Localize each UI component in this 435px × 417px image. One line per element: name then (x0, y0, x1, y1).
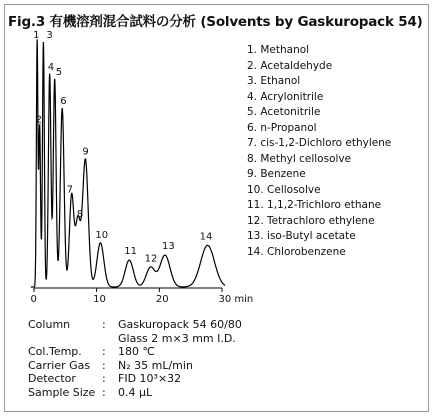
condition-value: Glass 2 m×3 mm I.D. (118, 331, 236, 345)
legend-item: 5. Acetonitrile (247, 106, 321, 118)
peak-label-12: 12 (144, 253, 158, 265)
legend-item: 9. Benzene (247, 168, 306, 180)
peak-label-11: 11 (124, 246, 138, 258)
peak-labels (33, 30, 212, 264)
condition-colon: : (102, 358, 106, 372)
x-tick-label: 20 (155, 294, 169, 305)
condition-colon: : (102, 372, 106, 385)
legend-item: 13. iso-Butyl acetate (247, 230, 356, 242)
x-tick-label: 10 (93, 294, 106, 305)
condition-row (28, 332, 242, 346)
legend-item: 1. Methanol (247, 44, 310, 56)
condition-row (28, 359, 242, 373)
legend-item: 14. Chlorobenzene (247, 245, 346, 258)
condition-colon (102, 332, 118, 346)
peak-label-4: 4 (47, 61, 55, 73)
peak-label-8: 8 (76, 208, 84, 220)
peak-label-13: 13 (162, 241, 175, 253)
condition-label: Column (28, 318, 71, 331)
legend-item: 6. n-Propanol (247, 121, 317, 134)
peak-label-2: 2 (35, 114, 42, 126)
x-axis (31, 288, 254, 305)
peak-label-7: 7 (66, 184, 73, 196)
condition-label: Detector (28, 372, 76, 385)
peak-label-10: 10 (95, 229, 109, 241)
analysis-conditions (28, 318, 242, 399)
legend-item: 10. Cellosolve (247, 183, 321, 196)
condition-colon: : (102, 385, 106, 399)
condition-value: 0.4 μL (118, 385, 153, 399)
condition-row (28, 372, 242, 386)
peak-legend (247, 43, 391, 260)
condition-row (28, 318, 242, 332)
condition-label: Col.Temp. (28, 345, 82, 358)
condition-value: FID 10³×32 (118, 372, 182, 385)
condition-value: 180 ℃ (118, 345, 155, 358)
condition-value: Gaskuropack 54 60/80 (118, 318, 242, 331)
legend-item: 8. Methyl cellosolve (247, 152, 352, 165)
legend-item: 11. 1,1,2-Trichloro ethane (247, 199, 382, 211)
condition-row (28, 345, 242, 359)
condition-colon: : (102, 318, 106, 331)
figure-title: Fig.3 有機溶剤混合試料の分析 (Solvents by Gaskuropack 54) (8, 14, 423, 30)
condition-colon: : (102, 345, 106, 358)
peak-label-9: 9 (82, 146, 89, 158)
condition-label (28, 332, 102, 346)
condition-value: N₂ 35 mL/min (118, 358, 193, 372)
peak-label-6: 6 (60, 96, 67, 108)
legend-item: 2. Acetaldehyde (247, 59, 333, 72)
peak-label-5: 5 (55, 66, 63, 78)
peak-label-1: 1 (33, 30, 40, 41)
legend-item: 12. Tetrachloro ethylene (247, 214, 375, 227)
legend-item: 7. cis-1,2-Dichloro ethylene (247, 137, 392, 149)
peak-label-3: 3 (46, 30, 53, 41)
legend-item: 3. Ethanol (247, 75, 301, 87)
x-tick-label: 0 (30, 294, 37, 305)
condition-row (28, 386, 242, 400)
legend-item: 4. Acrylonitrile (247, 90, 324, 103)
condition-label: Carrier Gas (28, 358, 91, 372)
x-tick-label: 30 min (218, 294, 254, 305)
condition-label: Sample Size (28, 385, 96, 399)
peak-label-14: 14 (199, 231, 213, 243)
